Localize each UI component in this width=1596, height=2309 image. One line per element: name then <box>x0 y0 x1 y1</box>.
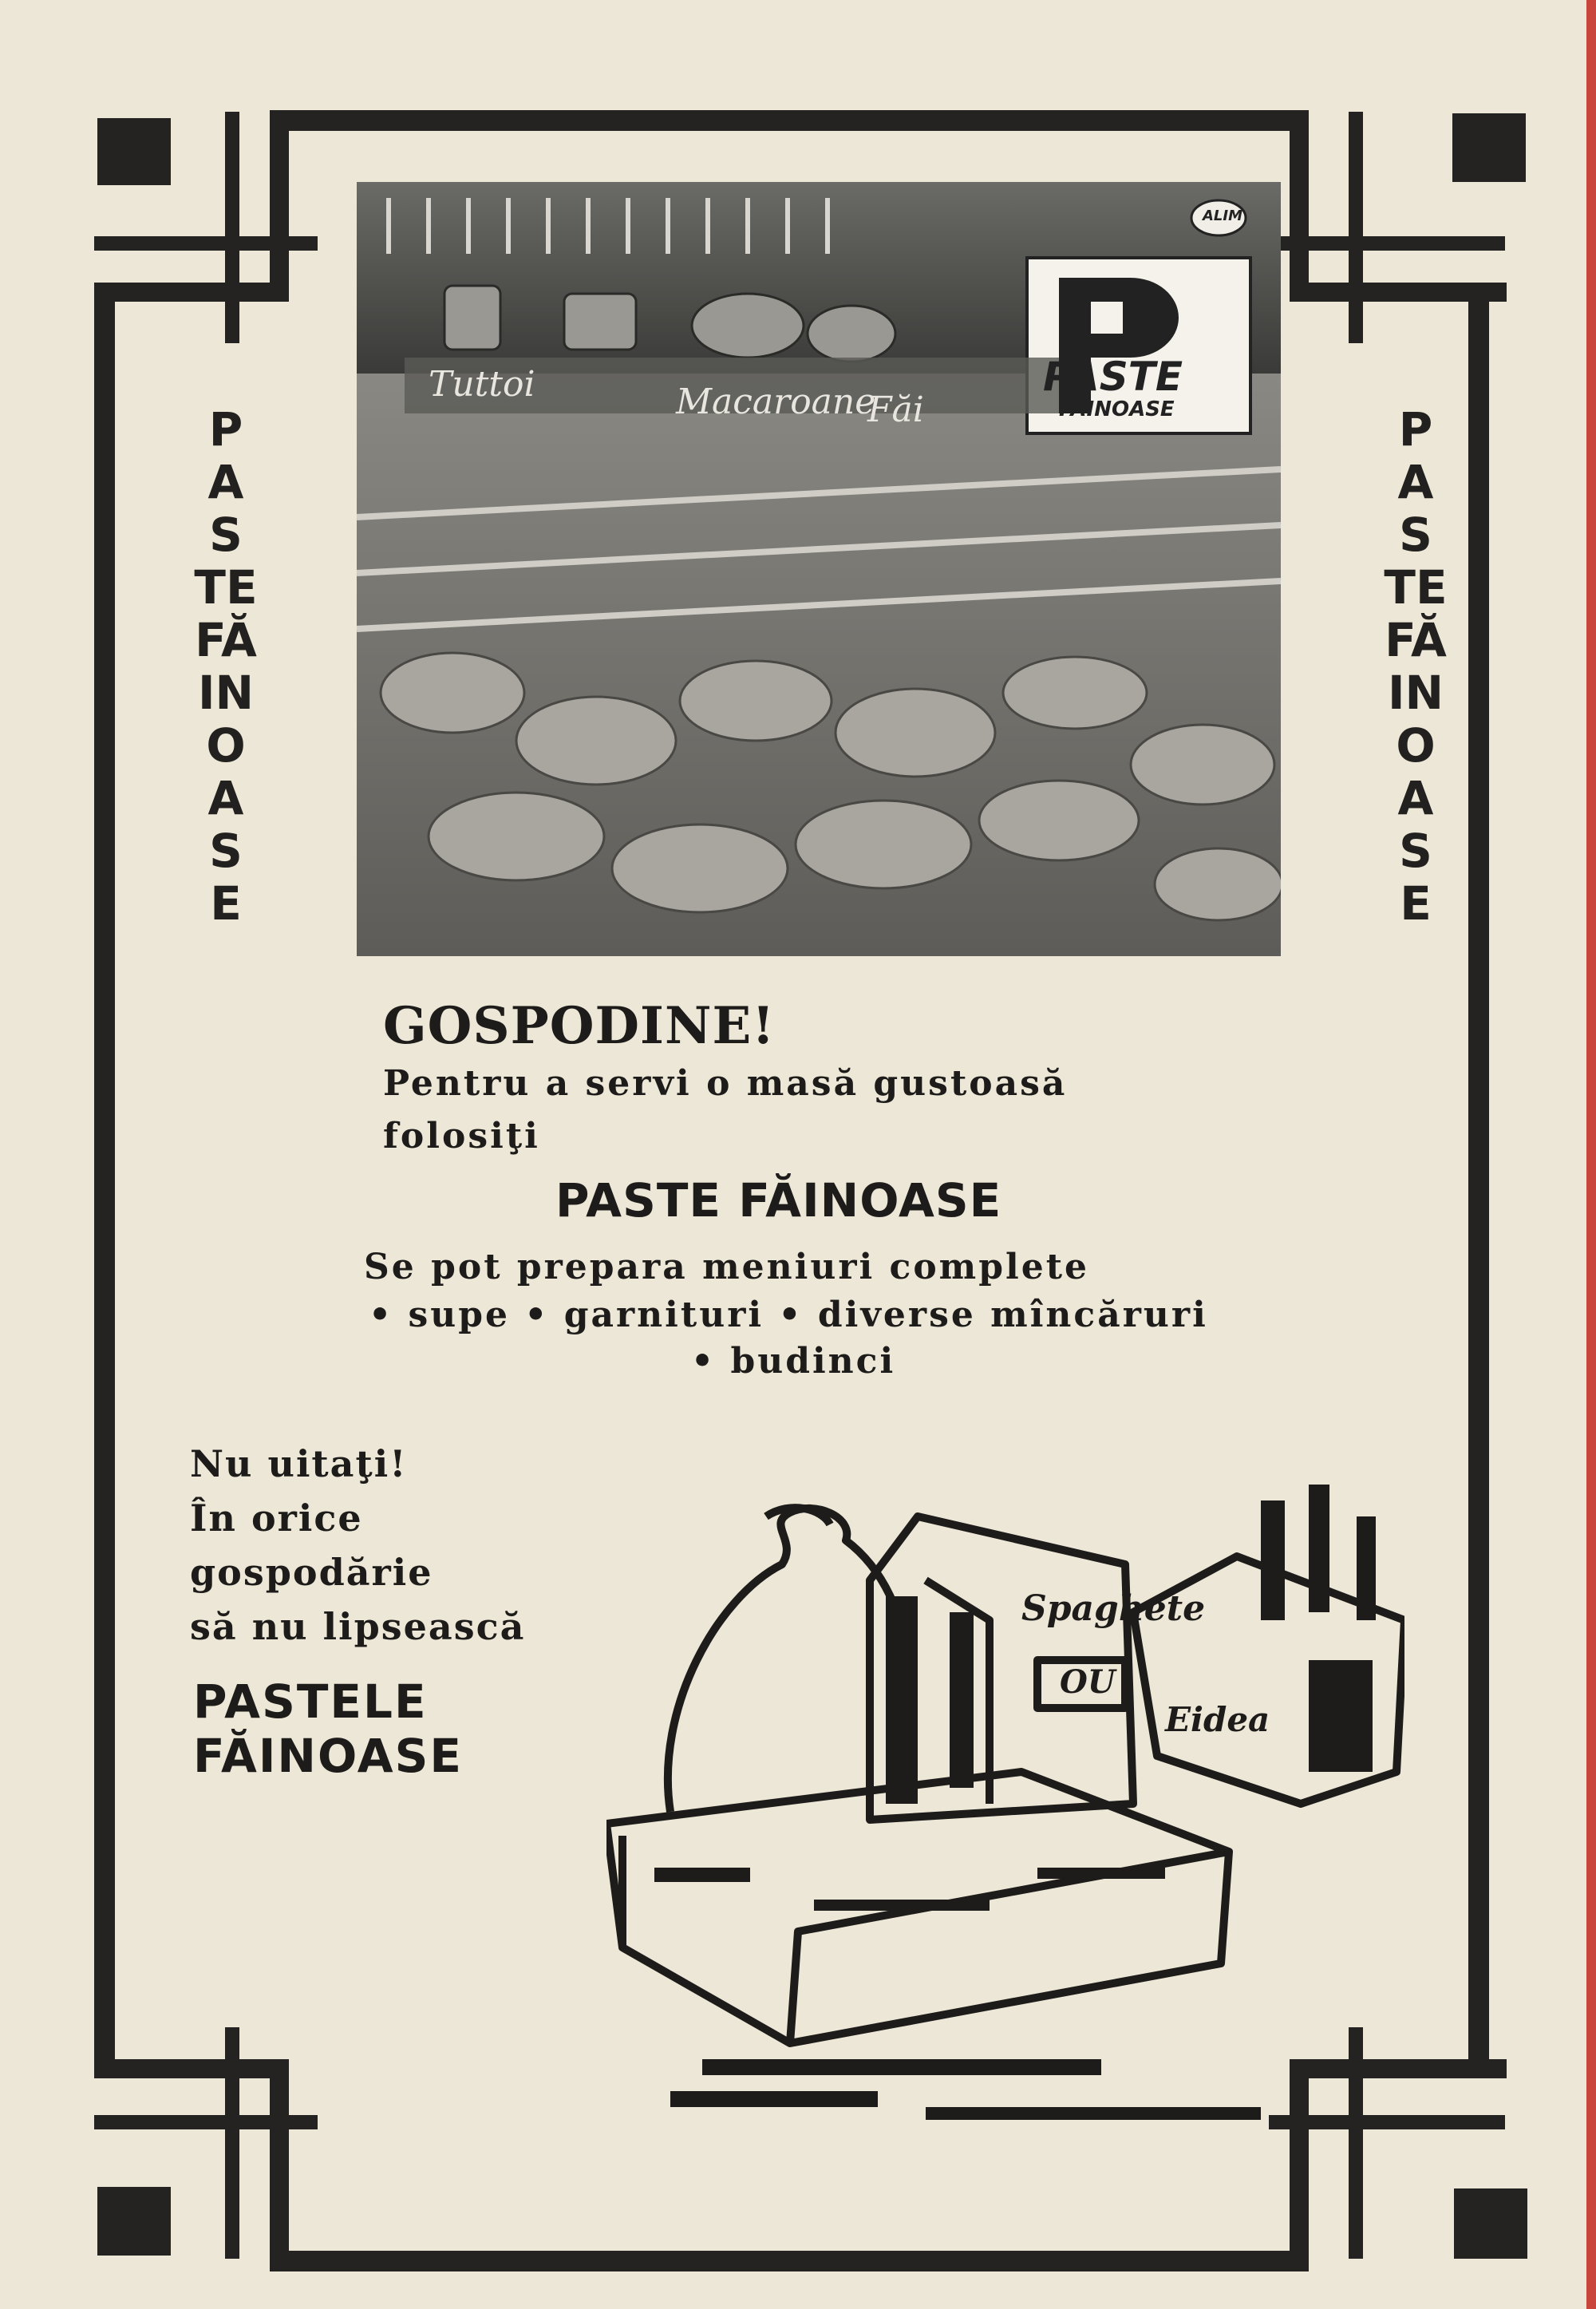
package-spaghete-label: Spaghete <box>1021 1588 1206 1629</box>
side-banner-right: PASTEFĂINOASE <box>1384 402 1448 931</box>
intro-line-2: folosiţi <box>383 1116 540 1156</box>
side-banner-left: PASTEFĂINOASE <box>194 402 258 931</box>
shelf-sign-right: Făi <box>867 389 924 430</box>
product-name: PASTE FĂINOASE <box>555 1173 1002 1228</box>
shelf-sign-middle: Macaroane <box>676 382 876 422</box>
menus-line-2: • supe • garnituri • diverse mîncăruri <box>369 1295 1208 1335</box>
page-edge <box>1586 0 1596 2309</box>
reminder-line-3: gospodărie <box>190 1551 433 1594</box>
shelf-sign-left: Tuttoi <box>429 364 535 405</box>
reminder-line-4: să nu lipsească <box>190 1605 526 1648</box>
intro-line-1: Pentru a servi o masă gustoasă <box>383 1063 1068 1104</box>
brand-line-1: PASTELE <box>193 1674 428 1729</box>
store-shelf-photo <box>357 182 1281 956</box>
store-sign-paste: PASTE <box>1043 354 1183 400</box>
reminder-line-2: În orice <box>190 1497 363 1540</box>
package-eidea-label: Eidea <box>1165 1700 1270 1739</box>
menus-line-1: Se pot prepara meniuri complete <box>364 1247 1090 1287</box>
reminder-block <box>190 1437 525 1654</box>
headline: GOSPODINE! <box>383 996 776 1056</box>
brand-line-2: FĂINOASE <box>193 1729 464 1783</box>
store-sign-faionase: FĂINOASE <box>1059 397 1175 421</box>
brand-title <box>193 1674 463 1783</box>
store-logo: ALIM <box>1203 208 1243 224</box>
reminder-line-1: Nu uitaţi! <box>190 1442 408 1485</box>
menus-line-3: • budinci <box>691 1341 896 1382</box>
pasta-packages-illustration <box>606 1357 1404 2171</box>
package-ou-label: OU <box>1060 1663 1116 1701</box>
